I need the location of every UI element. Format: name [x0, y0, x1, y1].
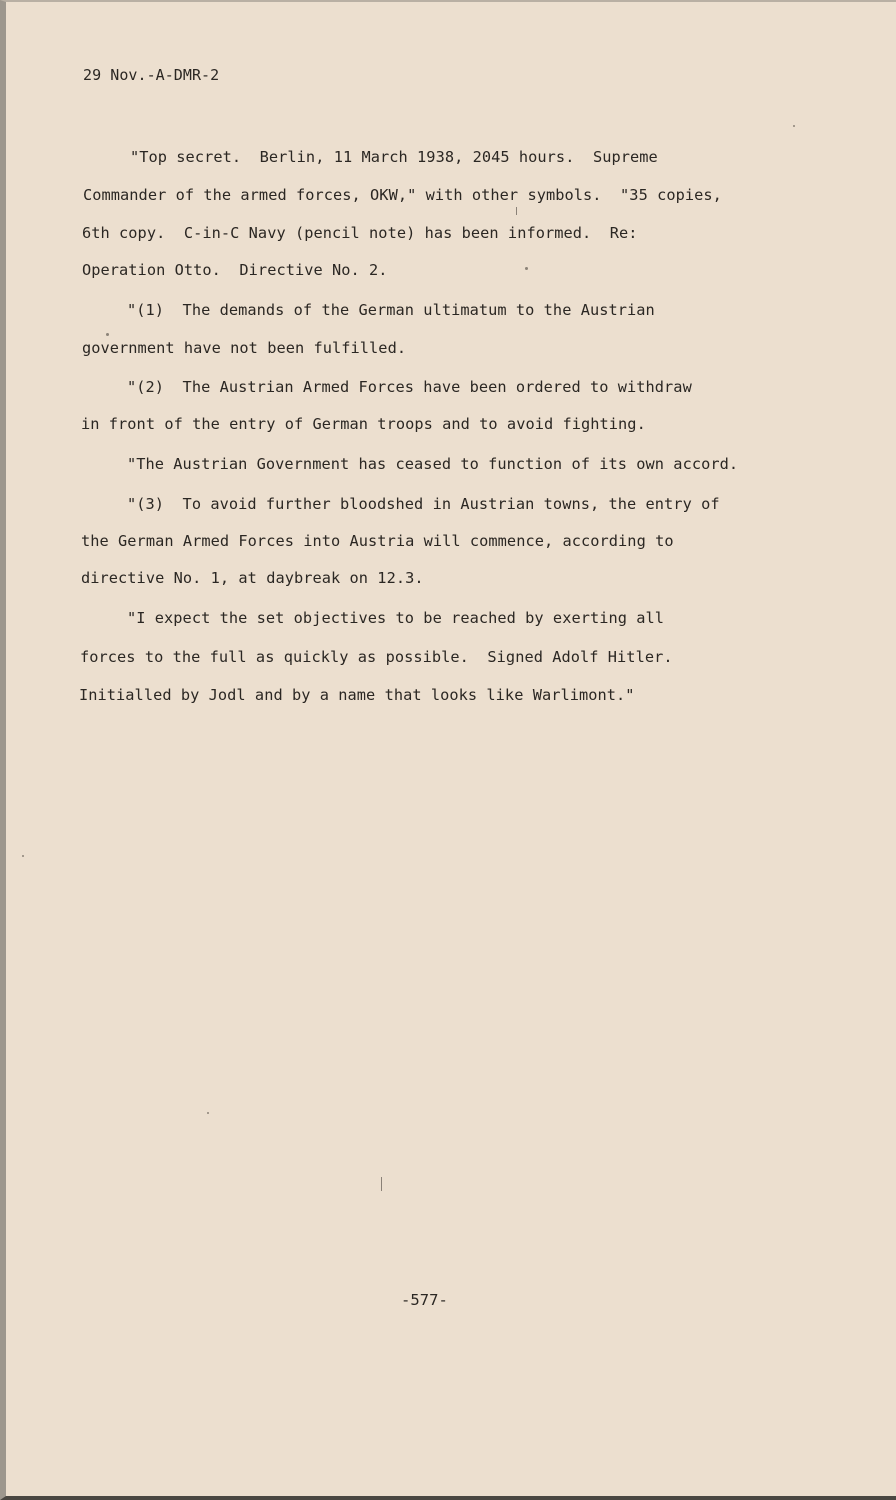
- paper-speck: [525, 267, 528, 270]
- text-line: in front of the entry of German troops and to avoid fighting.: [81, 415, 646, 433]
- text-line: 6th copy. C-in-C Navy (pencil note) has been informed. Re:: [82, 224, 638, 242]
- paper-speck: [207, 1112, 209, 1114]
- text-line: "(2) The Austrian Armed Forces have been ordered to withdraw: [127, 378, 692, 396]
- document-header: 29 Nov.-A-DMR-2: [83, 66, 220, 84]
- text-line: Initialled by Jodl and by a name that looks like Warlimont.": [79, 686, 635, 704]
- text-line: "(3) To avoid further bloodshed in Austrian towns, the entry of: [127, 495, 720, 513]
- paper-speck: [106, 333, 109, 336]
- paper-speck: [793, 125, 795, 127]
- text-line: government have not been fulfilled.: [82, 339, 407, 357]
- paper-speck: [22, 855, 24, 857]
- paper-mark: [381, 1177, 382, 1191]
- text-line: Commander of the armed forces, OKW," with other symbols. "35 copies,: [83, 186, 722, 204]
- text-line: "The Austrian Government has ceased to function of its own accord.: [127, 455, 739, 473]
- text-line: forces to the full as quickly as possible. Signed Adolf Hitler.: [80, 648, 673, 666]
- text-line: "Top secret. Berlin, 11 March 1938, 2045 hours. Supreme: [130, 148, 658, 166]
- paper-mark: [516, 207, 517, 215]
- text-line: "I expect the set objectives to be reached by exerting all: [127, 609, 665, 627]
- page-number: -577-: [401, 1291, 448, 1309]
- text-line: the German Armed Forces into Austria will commence, according to: [81, 532, 674, 550]
- text-line: "(1) The demands of the German ultimatum to the Austrian: [127, 301, 655, 319]
- text-line: directive No. 1, at daybreak on 12.3.: [81, 569, 424, 587]
- text-line: Operation Otto. Directive No. 2.: [82, 261, 388, 279]
